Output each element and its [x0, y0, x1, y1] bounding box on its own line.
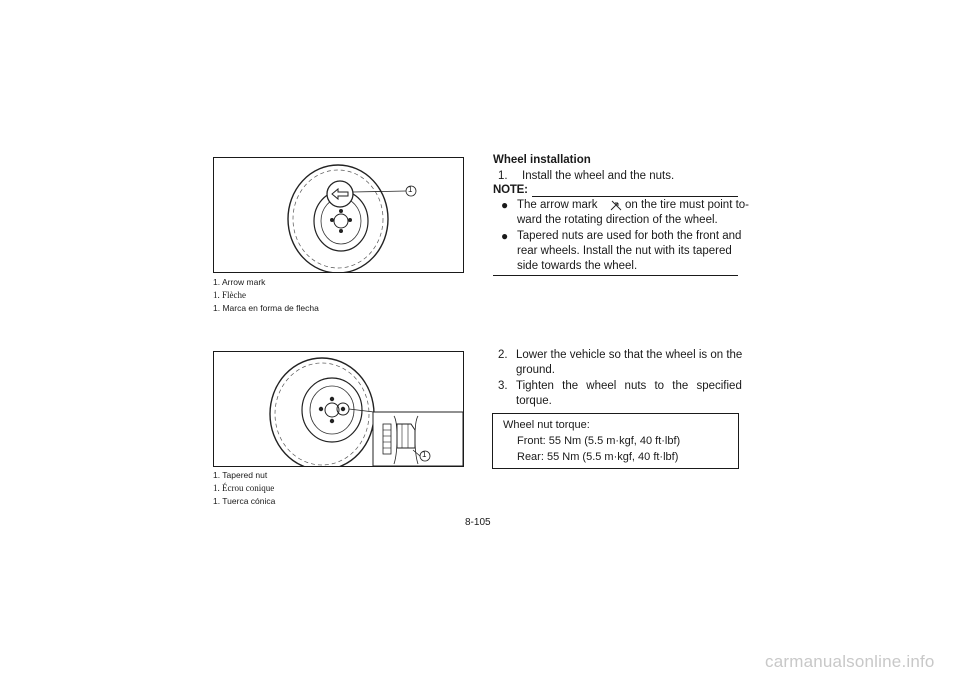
note-top-rule: [532, 196, 738, 197]
figure-tapered-nut: [213, 351, 464, 467]
section-title: Wheel installation: [493, 154, 591, 166]
step-3: [498, 379, 742, 409]
torque-spec-rear: Rear: 55 Nm (5.5 m·kgf, 40 ft·lbf): [517, 451, 679, 463]
figure-arrow-mark: [213, 157, 464, 273]
figure1-caption-fr: 1. Flèche: [213, 290, 246, 300]
bullet-dot: ●: [501, 198, 509, 212]
note-bullet-1-part-a: The arrow mark: [517, 199, 598, 211]
figure1-callout-number: 1: [408, 185, 413, 194]
step-1-number: 1.: [498, 170, 508, 182]
figure1-caption-en: 1. Arrow mark: [213, 277, 266, 287]
torque-spec-front: Front: 55 Nm (5.5 m·kgf, 40 ft·lbf): [517, 435, 681, 447]
note-bullet-2-line-2: rear wheels. Install the nut with its tapered: [517, 245, 732, 257]
step-1: [498, 169, 738, 184]
wheel-arrow-illustration: [214, 158, 463, 272]
bullet-dot: ●: [501, 229, 509, 243]
note-label: NOTE:: [493, 184, 528, 196]
step-2-number: 2.: [498, 349, 508, 361]
step-2-line-2: ground.: [516, 364, 556, 376]
step-3-line-2: torque.: [516, 395, 552, 407]
wheel-nut-illustration: [214, 352, 463, 466]
note-bullet-2-line-3: side towards the wheel.: [517, 260, 638, 272]
arrow-mark-icon: [609, 199, 623, 212]
note-bullet-1: [501, 198, 750, 228]
figure2-caption-fr: 1. Écrou conique: [213, 483, 275, 493]
figure2-caption-es: 1. Tuerca cónica: [213, 496, 276, 506]
step-2: [498, 348, 743, 378]
note-bullet-1-part-c: ward the rotating direction of the wheel.: [517, 214, 718, 226]
figure2-callout-number: 1: [422, 450, 427, 459]
arrow-mark-highlight: [327, 181, 353, 207]
note-bottom-rule: [493, 275, 738, 276]
note-bullet-1-part-b: on the tire must point to-: [625, 199, 750, 211]
step-2-line-1: Lower the vehicle so that the wheel is on the: [516, 349, 743, 361]
figure2-caption-en: 1. Tapered nut: [213, 470, 268, 480]
torque-spec-box: [492, 413, 739, 469]
step-3-line-1: Tighten the wheel nuts to the specified: [516, 380, 742, 392]
step-1-text: Install the wheel and the nuts.: [522, 170, 675, 182]
step-3-number: 3.: [498, 380, 508, 392]
torque-spec-title: Wheel nut torque:: [503, 419, 590, 431]
watermark: carmanualsonline.info: [765, 652, 935, 671]
figure1-caption-es: 1. Marca en forma de flecha: [213, 303, 319, 313]
note-bullet-2-line-1: Tapered nuts are used for both the front and: [517, 230, 742, 242]
note-bullet-2: [501, 229, 742, 274]
page-number: 8-105: [465, 517, 491, 528]
